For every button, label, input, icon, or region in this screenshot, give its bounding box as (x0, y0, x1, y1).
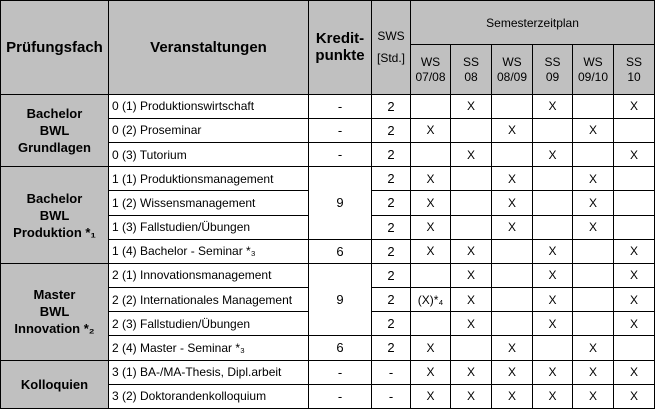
sws-value: 2 (372, 336, 411, 360)
semester-mark (492, 94, 533, 118)
credits-value: 9 (309, 263, 372, 336)
exam-subject-line: BWL (39, 304, 70, 320)
semester-mark (411, 312, 451, 336)
semester-term: SS (626, 54, 643, 69)
semester-year: 09 (545, 69, 560, 84)
semester-mark: X (411, 215, 451, 239)
credits-value: - (309, 94, 372, 118)
table-row (1, 167, 655, 191)
credits-value: - (309, 118, 372, 142)
semester-mark (614, 118, 655, 142)
semester-year: 08/09 (496, 69, 528, 84)
semester-mark (573, 288, 614, 312)
semester-mark (533, 191, 573, 215)
exam-subject-line: BWL (39, 122, 70, 138)
course-name: 1 (2) Wissensmanagement (109, 191, 309, 215)
table-row (1, 360, 655, 384)
semester-mark: (X)*₄ (411, 288, 451, 312)
semester-mark (614, 191, 655, 215)
credits-value: 6 (309, 336, 372, 360)
semester-mark (451, 167, 492, 191)
header-credits-line1: Kredit- (315, 30, 365, 48)
semester-mark (492, 312, 533, 336)
semester-term: SS (462, 54, 479, 69)
sws-value: - (372, 384, 411, 408)
course-name: 0 (2) Proseminar (109, 118, 309, 142)
sws-value: 2 (372, 167, 411, 191)
exam-subject-label (1, 167, 109, 264)
semester-mark (573, 263, 614, 287)
exam-subject-line: Innovation *₂ (14, 321, 95, 337)
semester-mark: X (451, 239, 492, 263)
semester-mark (614, 215, 655, 239)
semester-mark: X (573, 384, 614, 408)
semester-mark: X (451, 312, 492, 336)
sws-value: 2 (372, 143, 411, 167)
semester-mark (614, 167, 655, 191)
exam-subject-line: Grundlagen (18, 139, 91, 155)
credits-value: 6 (309, 239, 372, 263)
semester-mark: X (533, 263, 573, 287)
exam-subject-line: Produktion *₁ (13, 224, 96, 240)
semester-mark: X (533, 384, 573, 408)
course-name: 2 (4) Master - Seminar *₃ (109, 336, 309, 360)
sws-value: 2 (372, 118, 411, 142)
semester-mark: X (614, 94, 655, 118)
header-schedule: Semesterzeitplan (411, 1, 655, 45)
semester-mark: X (573, 191, 614, 215)
exam-subject-label (1, 94, 109, 167)
semester-mark: X (573, 336, 614, 360)
header-sws (372, 1, 411, 95)
header-sws-line2: [Std.] (376, 51, 405, 66)
course-name: 1 (1) Produktionsmanagement (109, 167, 309, 191)
semester-mark: X (451, 263, 492, 287)
semester-header (492, 45, 533, 94)
semester-mark: X (492, 191, 533, 215)
course-name: 1 (4) Bachelor - Seminar *₃ (109, 239, 309, 263)
semester-mark (614, 336, 655, 360)
semester-mark (533, 167, 573, 191)
exam-subject-line: Kolloquien (20, 376, 89, 392)
semester-mark (492, 143, 533, 167)
exam-subject-line: Bachelor (26, 190, 83, 206)
semester-mark: X (614, 312, 655, 336)
semester-mark: X (451, 288, 492, 312)
header-sws-line1: SWS (377, 29, 405, 44)
semester-mark (533, 215, 573, 239)
course-name: 3 (1) BA-/MA-Thesis, Dipl.arbeit (109, 360, 309, 384)
semester-mark (451, 336, 492, 360)
semester-mark: X (533, 360, 573, 384)
semester-mark: X (411, 239, 451, 263)
sws-value: 2 (372, 312, 411, 336)
course-name: 0 (1) Produktionswirtschaft (109, 94, 309, 118)
credits-value: - (309, 143, 372, 167)
semester-mark: X (411, 336, 451, 360)
semester-mark: X (492, 118, 533, 142)
semester-mark: X (492, 336, 533, 360)
semester-header (614, 45, 655, 94)
sws-value: 2 (372, 288, 411, 312)
semester-mark: X (533, 94, 573, 118)
credits-value: - (309, 360, 372, 384)
sws-value: 2 (372, 94, 411, 118)
semester-mark (411, 263, 451, 287)
table-row (1, 94, 655, 118)
semester-mark: X (411, 360, 451, 384)
semester-mark: X (533, 312, 573, 336)
semester-mark (492, 288, 533, 312)
exam-subject-line: Master (33, 287, 76, 303)
sws-value: 2 (372, 191, 411, 215)
semester-mark (451, 118, 492, 142)
semester-mark: X (451, 143, 492, 167)
semester-header (533, 45, 573, 94)
semester-year: 07/08 (415, 69, 446, 84)
sws-value: 2 (372, 239, 411, 263)
sws-value: 2 (372, 215, 411, 239)
semester-mark (533, 118, 573, 142)
credits-value: - (309, 384, 372, 408)
course-name: 2 (1) Innovationsmanagement (109, 263, 309, 287)
semester-mark (533, 336, 573, 360)
semester-mark: X (451, 384, 492, 408)
sws-value: - (372, 360, 411, 384)
semester-term: WS (583, 54, 603, 69)
semester-year: 10 (627, 69, 641, 84)
exam-subject-label (1, 263, 109, 360)
exam-subject-line: Bachelor (26, 105, 83, 121)
semester-mark: X (533, 288, 573, 312)
semester-mark (411, 94, 451, 118)
semester-mark: X (614, 384, 655, 408)
table-row (1, 263, 655, 287)
credits-value: 9 (309, 167, 372, 240)
semester-mark (411, 143, 451, 167)
header-courses: Veranstaltungen (109, 1, 309, 95)
semester-mark: X (573, 360, 614, 384)
semester-mark (573, 143, 614, 167)
semester-mark: X (533, 239, 573, 263)
semester-mark: X (614, 143, 655, 167)
sws-value: 2 (372, 263, 411, 287)
semester-mark: X (614, 239, 655, 263)
semester-mark (573, 239, 614, 263)
semester-mark: X (533, 143, 573, 167)
course-name: 3 (2) Doktorandenkolloquium (109, 384, 309, 408)
exam-subject-line: BWL (39, 207, 70, 223)
semester-mark: X (614, 263, 655, 287)
semester-header (573, 45, 614, 94)
semester-mark (573, 94, 614, 118)
semester-mark: X (451, 360, 492, 384)
semester-header (451, 45, 492, 94)
semester-year: 08 (464, 69, 478, 84)
semester-year: 09/10 (577, 69, 609, 84)
semester-term: WS (502, 54, 522, 69)
semester-mark: X (411, 167, 451, 191)
semester-mark (451, 215, 492, 239)
semester-mark: X (614, 288, 655, 312)
exam-subject-label (1, 360, 109, 408)
semester-mark: X (492, 360, 533, 384)
semester-mark: X (411, 384, 451, 408)
header-credits-line2: punkte (315, 47, 365, 65)
semester-mark (573, 312, 614, 336)
semester-term: WS (420, 54, 441, 69)
semester-mark: X (573, 167, 614, 191)
semester-mark: X (411, 191, 451, 215)
semester-mark: X (573, 118, 614, 142)
semester-mark: X (492, 215, 533, 239)
semester-mark (492, 239, 533, 263)
course-name: 2 (2) Internationales Management (109, 288, 309, 312)
course-name: 0 (3) Tutorium (109, 143, 309, 167)
semester-mark: X (614, 360, 655, 384)
semester-mark: X (411, 118, 451, 142)
header-subject: Prüfungsfach (1, 1, 109, 95)
semester-header (411, 45, 451, 94)
semester-mark: X (573, 215, 614, 239)
semester-mark: X (492, 384, 533, 408)
course-name: 2 (3) Fallstudien/Übungen (109, 312, 309, 336)
semester-mark: X (492, 167, 533, 191)
semester-mark (492, 263, 533, 287)
header-credits (309, 1, 372, 95)
course-name: 1 (3) Fallstudien/Übungen (109, 215, 309, 239)
semester-mark: X (451, 94, 492, 118)
semester-term: SS (544, 54, 561, 69)
semester-mark (451, 191, 492, 215)
